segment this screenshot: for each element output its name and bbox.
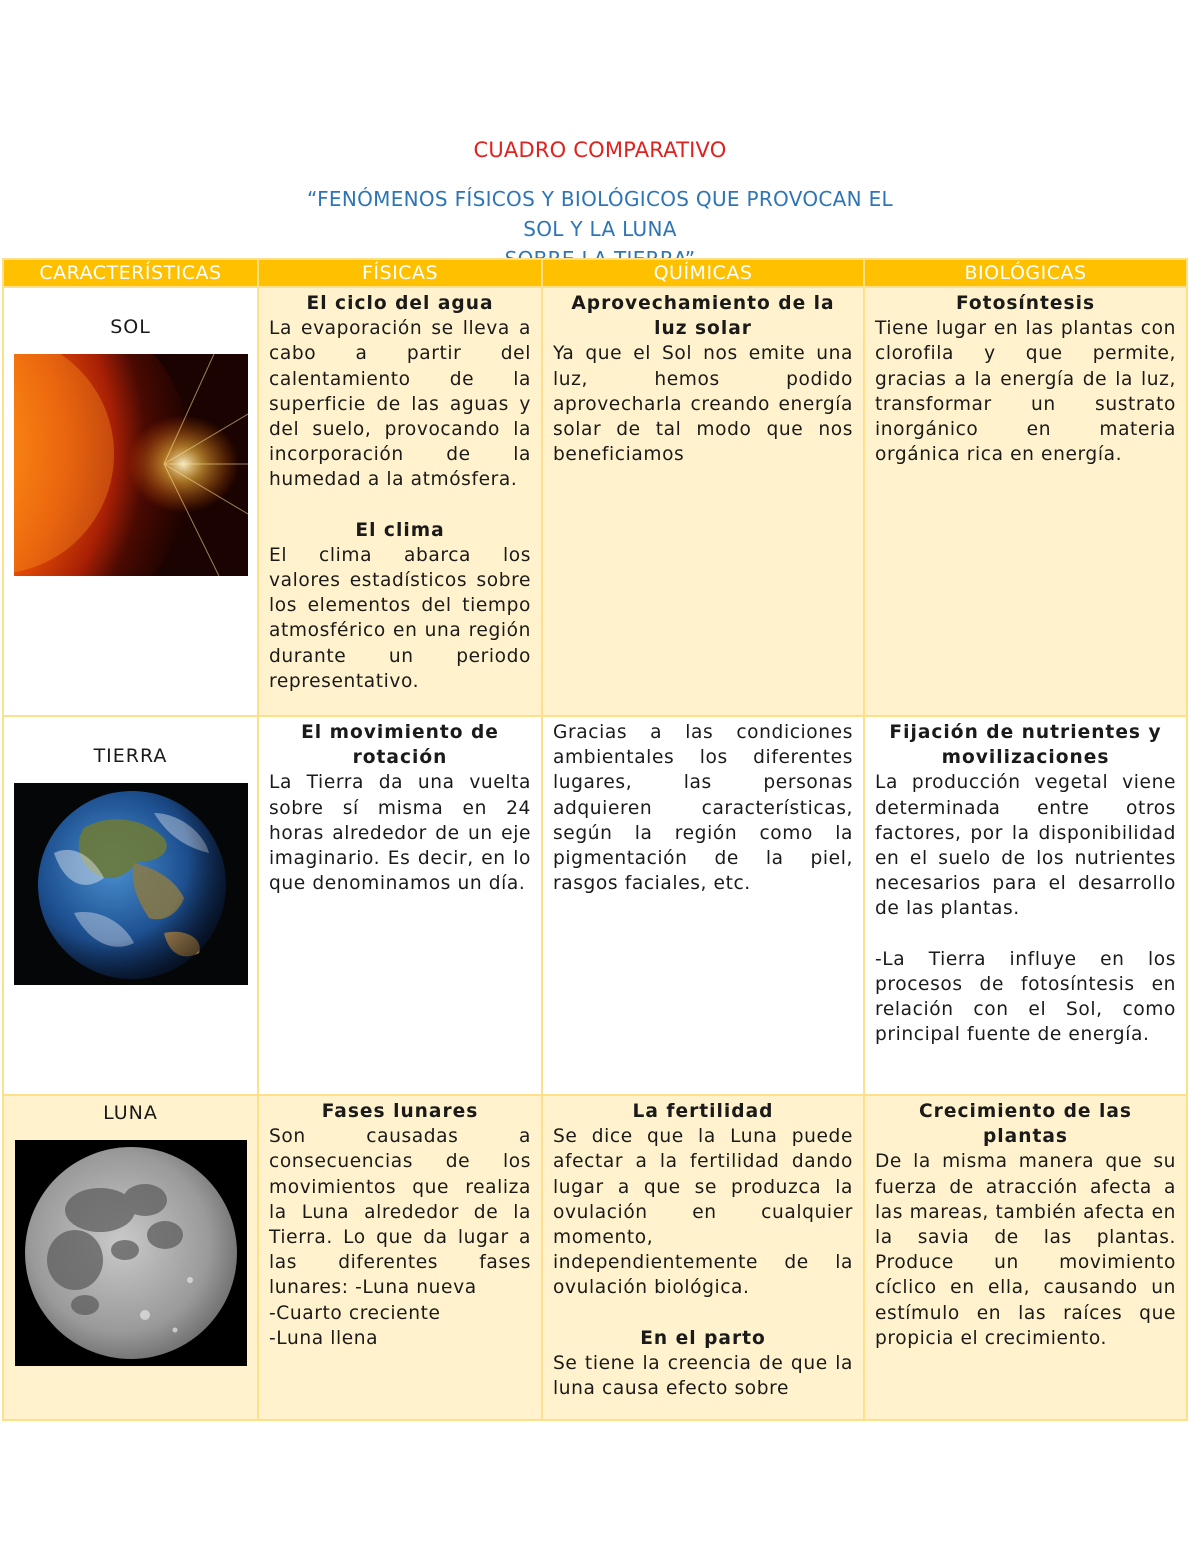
cell-luna-fisicas [258,1095,542,1420]
cell-text: La Tierra da una vuelta sobre sí misma en 24 horas alrededor de un eje imaginario. Es decir, en lo que denominamos un día. [269,772,531,895]
cell-heading: En el parto [640,1327,766,1349]
table-row-luna [3,1095,1187,1420]
header-quimicas: QUÍMICAS [542,259,864,287]
cell-heading: El clima [355,519,445,541]
earth-photo-icon [14,783,248,985]
cell-heading: Crecimiento de las plantas [919,1101,1132,1148]
cell-text: Son causadas a consecuencias de los movimientos que realiza la Luna alrededor de la Tierra. Lo que da lugar a las diferentes fases lunares: -Luna nueva [269,1126,531,1299]
cell-tierra-fisicas [258,716,542,1095]
row-label-cell [3,287,258,716]
cell-text: Tiene lugar en las plantas con clorofila y que permite, gracias a la energía de la luz, transformar un sustrato inorgánico en materia orgánica rica en energía. [875,318,1176,466]
row-label: LUNA [103,1102,158,1124]
comparison-table [2,258,1188,1421]
cell-text: Se tiene la creencia de que la luna causa efecto sobre [553,1352,853,1400]
header-caracteristicas: CARACTERÍSTICAS [3,259,258,287]
cell-luna-quimicas [542,1095,864,1420]
cell-heading: Fijación de nutrientes y movilizaciones [889,722,1162,769]
cell-heading: Fases lunares [321,1101,479,1122]
header-fisicas: FÍSICAS [258,259,542,287]
document-title: CUADRO COMPARATIVO [473,138,727,162]
sun-photo-icon [14,354,248,576]
cell-heading: El ciclo del agua [306,293,494,314]
cell-tierra-quimicas [542,716,864,1095]
header-biologicas: BIOLÓGICAS [864,259,1187,287]
cell-luna-biologicas [864,1095,1187,1420]
cell-heading: La fertilidad [632,1101,774,1122]
cell-sol-biologicas [864,287,1187,716]
cell-text: Gracias a las condiciones ambientales los diferentes lugares, las personas adquieren características, según la región como la pigmentación de la piel, rasgos faciales, etc. [553,722,853,895]
moon-photo-icon [15,1140,247,1366]
cell-heading: Fotosíntesis [955,293,1096,314]
cell-sol-quimicas [542,287,864,716]
header-row [3,259,1187,287]
row-label: SOL [110,316,151,338]
subtitle-line-1: “FENÓMENOS FÍSICOS Y BIOLÓGICOS QUE PROVOCAN EL SOL Y LA LUNA [307,187,893,241]
cell-list-item: -Luna llena [269,1327,379,1349]
cell-heading: El movimiento de rotación [301,722,499,769]
cell-text: La evaporación se lleva a cabo a partir del calentamiento de la superficie de las aguas y del suelo, provocando la incorporación de la humedad a la atmósfera. [269,318,531,491]
cell-text: Ya que el Sol nos emite una luz, hemos podido aprovecharla creando energía solar de tal modo que nos beneficiamos [553,343,853,466]
row-label: TIERRA [93,745,168,767]
cell-heading: Aprovechamiento de la luz solar [571,293,835,340]
cell-text: De la misma manera que su fuerza de atracción afecta a las mareas, también afecta en la savia de las plantas. Produce un movimiento cíclico en ella, causando un estímulo en las raíces que propicia el crecimiento. [875,1151,1176,1349]
row-label-cell [3,1095,258,1420]
table-row-tierra [3,716,1187,1095]
cell-tierra-biologicas [864,716,1187,1095]
table-row-sol [3,287,1187,716]
cell-sol-fisicas [258,287,542,716]
cell-text: Se dice que la Luna puede afectar a la fertilidad dando lugar a que se produzca la ovulación en cualquier momento, independientemente de la ovulación biológica. [553,1126,853,1299]
cell-text: El clima abarca los valores estadísticos sobre los elementos del tiempo atmosférico en una región durante un periodo representativo. [269,544,531,692]
row-label-cell [3,716,258,1095]
cell-list-item: -Cuarto creciente [269,1302,441,1324]
cell-text: -La Tierra influye en los procesos de fotosíntesis en relación con el Sol, como principal fuente de energía. [875,948,1176,1046]
cell-text: La producción vegetal viene determinada entre otros factores, por la disponibilidad en el suelo de los nutrientes necesarios para el desarrollo de las plantas. [875,772,1176,920]
